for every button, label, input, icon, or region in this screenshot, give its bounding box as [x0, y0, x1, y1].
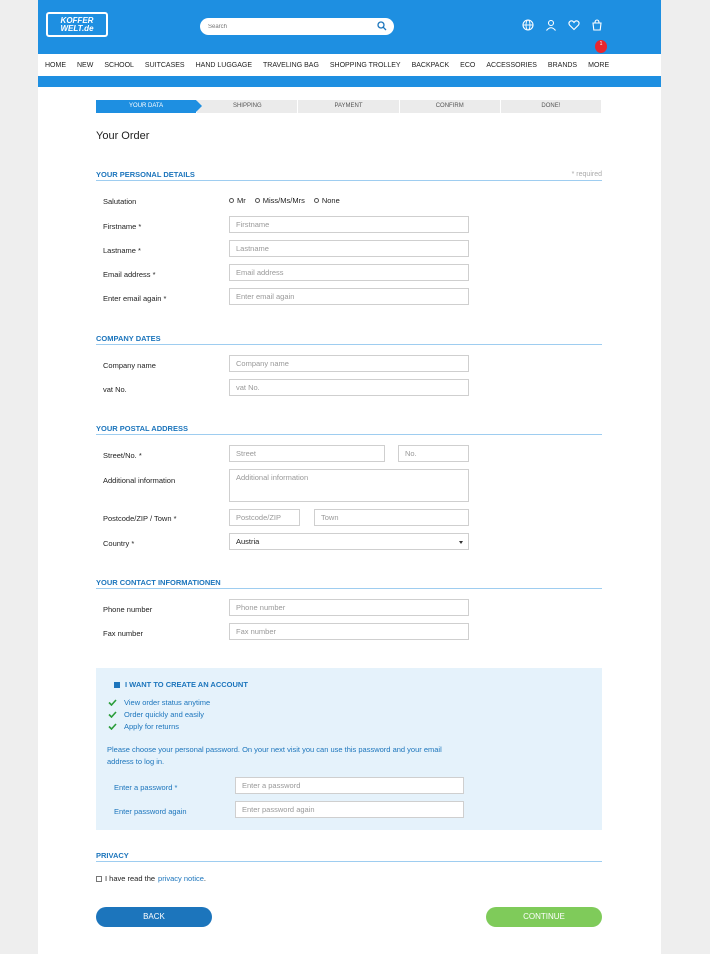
password-label: Enter a password * [114, 783, 178, 792]
radio-mr[interactable]: Mr [229, 196, 246, 205]
nav-home[interactable]: HOME [45, 61, 66, 69]
zip-input[interactable]: Postcode/ZIP [229, 509, 300, 526]
nav-new[interactable]: NEW [77, 61, 94, 69]
section-contact [96, 578, 602, 589]
nav-suitcases[interactable]: SUITCASES [144, 61, 185, 69]
email-again-label: Enter email again * [103, 294, 167, 303]
vat-label: vat No. [103, 385, 127, 394]
checkout-progress [96, 100, 602, 113]
nav-school[interactable]: SCHOOL [104, 61, 134, 69]
lastname-label: Lastname * [103, 246, 141, 255]
step-confirm: CONFIRM [400, 100, 500, 113]
required-note: * required [571, 171, 602, 178]
fax-label: Fax number [103, 629, 144, 638]
checkmark-icon [108, 711, 117, 718]
step-payment: PAYMENT [298, 100, 398, 113]
nav-brands[interactable]: BRANDS [547, 61, 578, 69]
email-input[interactable]: Email address [229, 264, 469, 281]
cart-count-badge: 1 [595, 40, 607, 53]
benefit-item: View order status anytime [108, 698, 210, 707]
password-note: Please choose your personal password. On your next visit you can use this password and your email address to log in. [107, 745, 442, 766]
search-bar [200, 18, 394, 35]
vat-input[interactable]: vat No. [229, 379, 469, 396]
privacy-consent: I have read the privacy notice . [96, 874, 206, 883]
create-account-label: I WANT TO CREATE AN ACCOUNT [125, 680, 248, 689]
nav-traveling-bag[interactable]: TRAVELING BAG [263, 61, 319, 69]
benefit-item: Apply for returns [108, 722, 179, 731]
logo[interactable]: KOFFER WELT.de [46, 12, 108, 37]
phone-label: Phone number [103, 605, 153, 614]
search-icon[interactable] [377, 21, 387, 31]
salutation-label: Salutation [103, 197, 137, 206]
back-button[interactable]: BACK [96, 907, 212, 927]
company-name-input[interactable]: Company name [229, 355, 469, 372]
nav-backpack[interactable]: BACKPACK [411, 61, 450, 69]
salutation-radio-group [229, 196, 340, 205]
street-label: Street/No. * [103, 451, 142, 460]
section-heading: COMPANY DATES [96, 334, 161, 343]
nav-hand-luggage[interactable]: HAND LUGGAGE [195, 61, 252, 69]
create-account-panel [96, 668, 602, 830]
section-heading: YOUR CONTACT INFORMATIONEN [96, 578, 221, 587]
additional-info-textarea[interactable]: Additional information [229, 469, 469, 502]
privacy-checkbox[interactable] [96, 876, 102, 882]
section-heading: PRIVACY [96, 851, 129, 860]
chevron-down-icon [459, 541, 463, 544]
step-shipping: SHIPPING [197, 100, 297, 113]
globe-icon[interactable] [522, 19, 534, 32]
benefit-item: Order quickly and easily [108, 710, 204, 719]
top-header [38, 0, 661, 54]
section-heading: YOUR POSTAL ADDRESS [96, 424, 188, 433]
town-input[interactable]: Town [314, 509, 469, 526]
country-value: Austria [236, 537, 260, 546]
phone-input[interactable]: Phone number [229, 599, 469, 616]
company-name-label: Company name [103, 361, 156, 370]
main-nav [38, 54, 661, 76]
header-strip [38, 76, 661, 87]
privacy-notice-link[interactable]: privacy notice [158, 874, 204, 883]
house-number-input[interactable]: No. [398, 445, 469, 462]
create-account-checkbox[interactable] [114, 682, 120, 688]
radio-miss-ms-mrs[interactable]: Miss/Ms/Mrs [255, 196, 305, 205]
country-label: Country * [103, 539, 135, 548]
search-input[interactable] [200, 18, 370, 35]
checkmark-icon [108, 699, 117, 706]
heart-icon[interactable] [568, 19, 580, 32]
checkmark-icon [108, 723, 117, 730]
nav-shopping-trolley[interactable]: SHOPPING TROLLEY [329, 61, 401, 69]
firstname-input[interactable]: Firstname [229, 216, 469, 233]
continue-button[interactable]: CONTINUE [486, 907, 602, 927]
nav-eco[interactable]: ECO [460, 61, 476, 69]
section-postal-address [96, 424, 602, 435]
nav-more[interactable]: MORE [588, 61, 610, 69]
password-again-input[interactable]: Enter password again [235, 801, 464, 818]
password-again-label: Enter password again [114, 807, 187, 816]
firstname-label: Firstname * [103, 222, 142, 231]
step-your-data: YOUR DATA [96, 100, 196, 113]
fax-input[interactable]: Fax number [229, 623, 469, 640]
nav-accessories[interactable]: ACCESSORIES [486, 61, 537, 69]
email-label: Email address * [103, 270, 156, 279]
section-heading: YOUR PERSONAL DETAILS [96, 170, 195, 179]
lastname-input[interactable]: Lastname [229, 240, 469, 257]
page-title: Your Order [96, 130, 150, 142]
email-again-input[interactable]: Enter email again [229, 288, 469, 305]
cart-icon[interactable] [591, 19, 603, 47]
user-icon[interactable] [545, 19, 557, 32]
additional-info-label: Additional information [103, 476, 176, 485]
section-personal-details [96, 170, 602, 181]
country-select[interactable] [229, 533, 469, 550]
section-privacy [96, 851, 602, 862]
privacy-text: I have read the [105, 874, 156, 883]
street-input[interactable]: Street [229, 445, 385, 462]
section-company [96, 334, 602, 345]
radio-none[interactable]: None [314, 196, 340, 205]
zip-town-label: Postcode/ZIP / Town * [103, 514, 177, 523]
step-done: DONE! [501, 100, 601, 113]
password-input[interactable]: Enter a password [235, 777, 464, 794]
